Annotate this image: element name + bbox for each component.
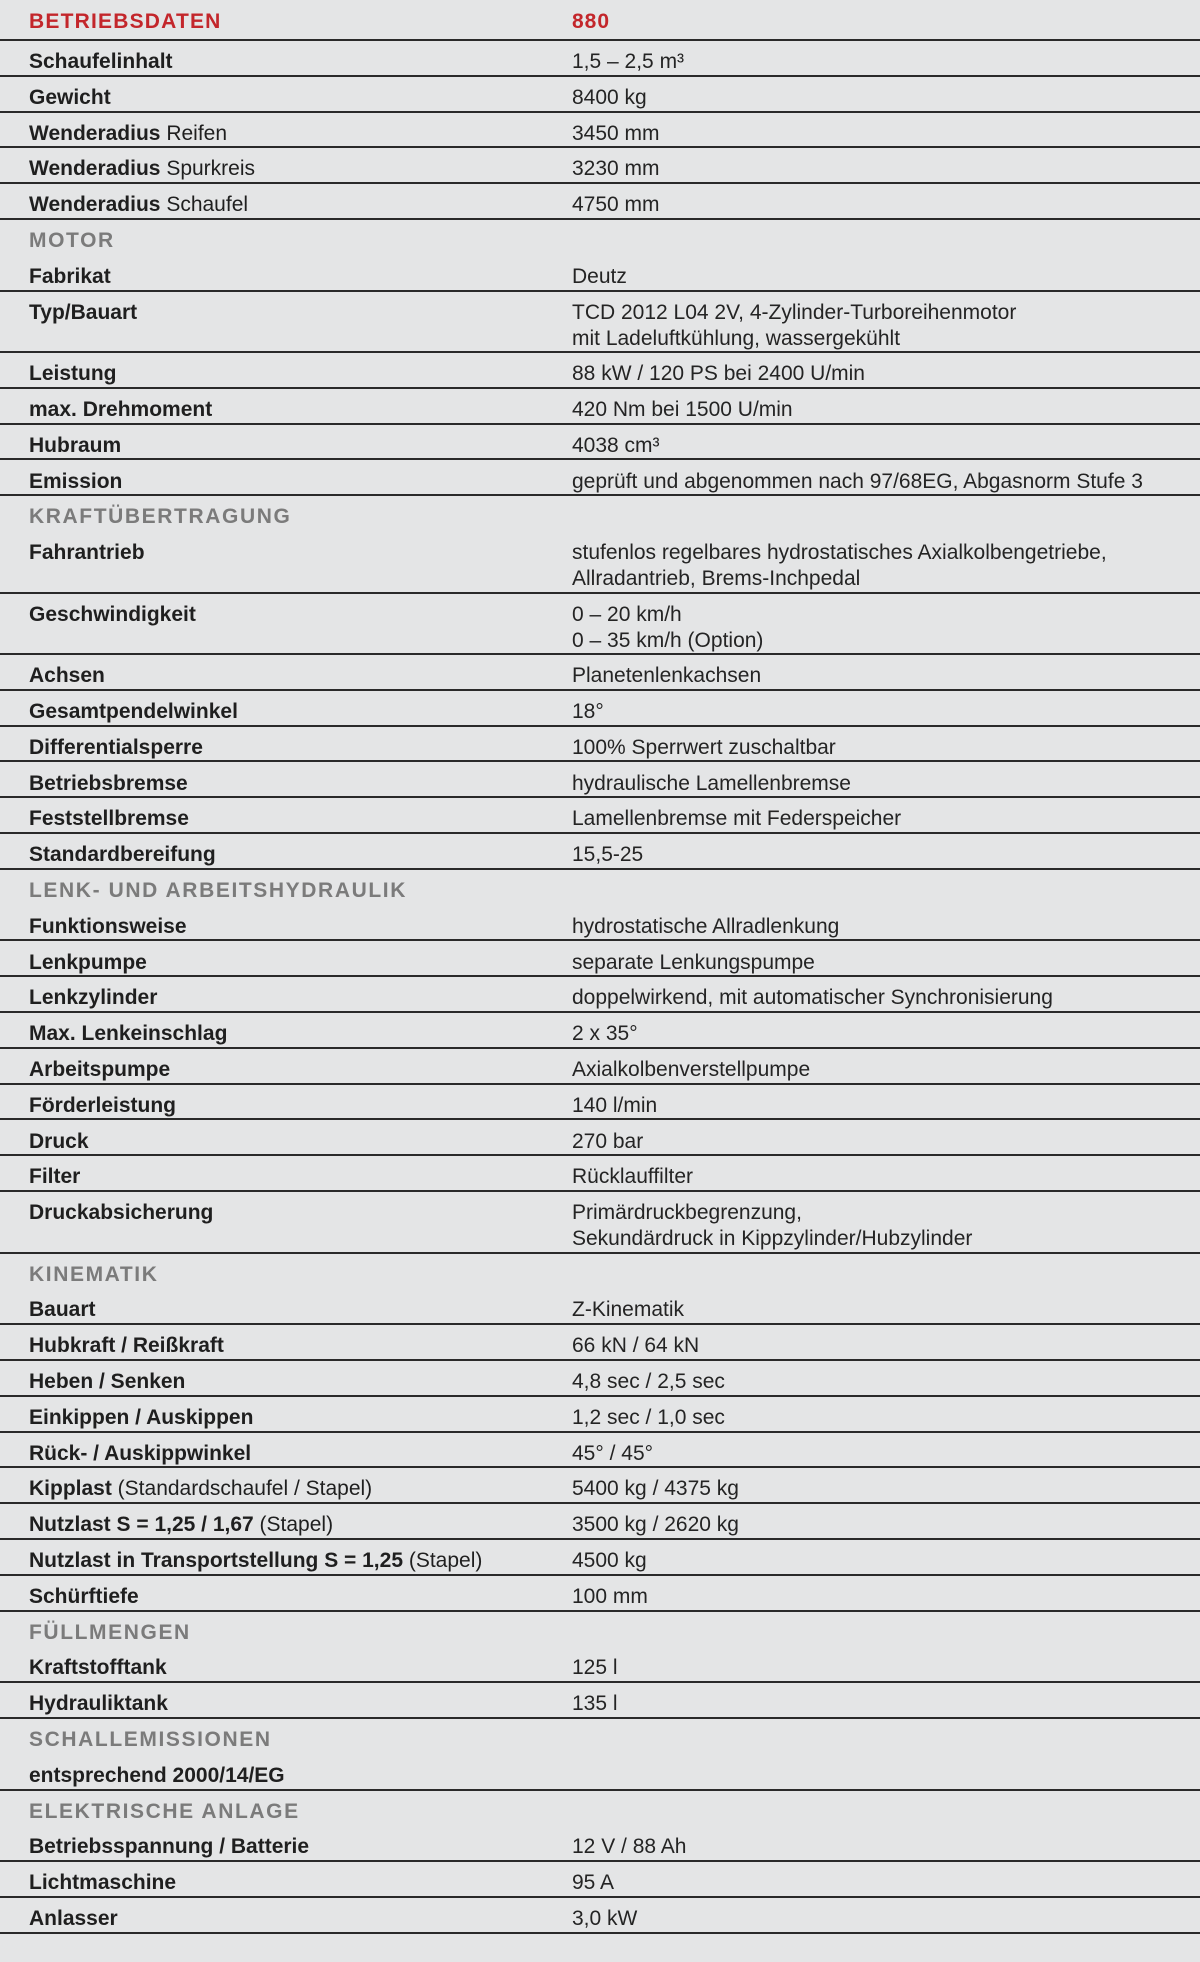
spec-label-text: Schürftiefe	[29, 1584, 139, 1608]
spec-row	[0, 1862, 1200, 1898]
spec-value	[572, 300, 1016, 352]
spec-label	[29, 1548, 482, 1574]
spec-label-text: Funktionsweise	[29, 914, 187, 938]
spec-value	[572, 85, 647, 111]
spec-label	[29, 540, 145, 566]
spec-label	[29, 735, 203, 761]
spec-label-text: Feststellbremse	[29, 807, 189, 831]
spec-row	[0, 727, 1200, 763]
spec-label	[29, 950, 147, 976]
spec-value	[572, 950, 815, 976]
spec-value	[572, 49, 684, 75]
spec-label-text: Wenderadius	[29, 193, 161, 217]
spec-label	[29, 1297, 96, 1323]
spec-row	[0, 834, 1200, 870]
spec-label	[29, 49, 173, 75]
spec-value-line: 2 x 35°	[572, 1022, 638, 1046]
spec-value-line: 270 bar	[572, 1129, 644, 1153]
spec-value-line: 420 Nm bei 1500 U/min	[572, 397, 793, 421]
spec-label	[29, 1584, 139, 1610]
spec-row	[0, 1468, 1200, 1504]
spec-label-text: Nutzlast S = 1,25 / 1,67	[29, 1513, 254, 1537]
spec-label	[29, 1057, 170, 1083]
spec-row	[0, 798, 1200, 834]
spec-label-text: entsprechend 2000/14/EG	[29, 1763, 285, 1787]
spec-value-line: 88 kW / 120 PS bei 2400 U/min	[572, 362, 865, 386]
spec-label	[29, 1763, 285, 1789]
spec-label	[29, 1834, 309, 1860]
spec-row	[0, 1898, 1200, 1934]
spec-label-text: Rück- / Auskippwinkel	[29, 1441, 252, 1465]
spec-label-text: max. Drehmoment	[29, 397, 213, 421]
spec-label-text: KRAFTÜBERTRAGUNG	[29, 505, 292, 529]
spec-label	[29, 602, 196, 628]
spec-value-line: hydraulische Lamellenbremse	[572, 771, 851, 795]
spec-label-text: Fabrikat	[29, 264, 111, 288]
section-title	[29, 1262, 159, 1288]
spec-label	[29, 771, 188, 797]
spec-row	[0, 655, 1200, 691]
spec-label-text: Wenderadius	[29, 121, 161, 145]
spec-row	[0, 461, 1200, 497]
spec-label-text: Heben / Senken	[29, 1370, 186, 1393]
spec-value-line: 66 kN / 64 kN	[572, 1334, 700, 1358]
spec-label-text: ELEKTRISCHE ANLAGE	[29, 1799, 300, 1823]
spec-value-line: Sekundärdruck in Kippzylinder/Hubzylinder	[572, 1227, 973, 1251]
section-header	[0, 220, 1200, 256]
spec-row	[0, 389, 1200, 425]
spec-row	[0, 1576, 1200, 1612]
spec-label-text: Betriebsspannung / Batterie	[29, 1835, 310, 1859]
section-header	[0, 1719, 1200, 1755]
spec-label-text: Einkippen / Auskippen	[29, 1405, 254, 1429]
spec-label	[29, 1093, 176, 1119]
section-title	[29, 878, 407, 904]
spec-label-text: FÜLLMENGEN	[29, 1620, 191, 1644]
spec-label-text: Lenkzylinder	[29, 986, 158, 1010]
spec-value-line: 0 – 20 km/h	[572, 602, 682, 626]
spec-label-text: Anlasser	[29, 1907, 118, 1930]
spec-row	[0, 763, 1200, 799]
spec-value-line: 1,5 – 2,5 m³	[572, 50, 685, 73]
spec-label	[29, 121, 227, 147]
spec-value-line: 5400 kg / 4375 kg	[572, 1477, 739, 1501]
spec-label	[29, 1870, 176, 1896]
spec-label-text: Gewicht	[29, 85, 111, 109]
spec-label-text: Bauart	[29, 1298, 96, 1322]
spec-value-line: geprüft und abgenommen nach 97/68EG, Abgasnorm Stufe 3	[572, 469, 1143, 493]
spec-label	[29, 985, 157, 1011]
spec-row	[0, 1647, 1200, 1683]
section-title	[29, 504, 291, 530]
spec-value-line: 100% Sperrwert zuschaltbar	[572, 735, 836, 759]
spec-value-line: 135 l	[572, 1692, 618, 1716]
spec-label-text: Filter	[29, 1165, 81, 1189]
spec-label-text: Lenkpumpe	[29, 950, 147, 974]
spec-value-line: Allradantrieb, Brems-Inchpedal	[572, 567, 861, 591]
section-header	[0, 496, 1200, 532]
spec-label	[29, 361, 117, 387]
spec-value	[572, 1476, 739, 1502]
spec-value	[572, 1405, 725, 1431]
spec-label-text: Betriebsbremse	[29, 771, 188, 795]
spec-row	[0, 148, 1200, 184]
spec-row	[0, 1826, 1200, 1862]
spec-value	[572, 121, 660, 147]
spec-label	[29, 1476, 372, 1502]
spec-value-line: Z-Kinematik	[572, 1298, 685, 1322]
section-header	[0, 870, 1200, 906]
spec-value-line: 4038 cm³	[572, 433, 660, 457]
header-title: BETRIEBSDATEN	[29, 10, 222, 33]
spec-row	[0, 1049, 1200, 1085]
spec-row	[0, 1121, 1200, 1157]
header-model: 880	[572, 10, 611, 33]
spec-value	[572, 735, 836, 761]
spec-value-line: 3,0 kW	[572, 1907, 638, 1930]
spec-value	[572, 1584, 648, 1610]
spec-value	[572, 540, 1107, 592]
spec-value-line: 95 A	[572, 1871, 615, 1895]
spec-value-line: stufenlos regelbares hydrostatisches Axialkolbengetriebe,	[572, 541, 1107, 565]
spec-label-text: Geschwindigkeit	[29, 602, 196, 626]
spec-row	[0, 1433, 1200, 1469]
section-header	[0, 1254, 1200, 1290]
spec-label	[29, 1441, 251, 1467]
spec-value-line: 3500 kg / 2620 kg	[572, 1513, 739, 1537]
spec-label-text: Hydrauliktank	[29, 1692, 168, 1716]
spec-label	[29, 663, 105, 689]
spec-label-text: Emission	[29, 469, 123, 493]
spec-label	[29, 1405, 253, 1431]
spec-value-line: 4750 mm	[572, 193, 660, 217]
spec-row	[0, 1397, 1200, 1433]
spec-label	[29, 397, 212, 423]
spec-row	[0, 1755, 1200, 1791]
spec-value	[572, 806, 901, 832]
spec-row	[0, 1156, 1200, 1192]
spec-label	[29, 300, 137, 326]
spec-value	[572, 192, 660, 218]
spec-label	[29, 1129, 89, 1155]
spec-value-line: 4500 kg	[572, 1549, 647, 1572]
spec-label-text: Lichtmaschine	[29, 1871, 177, 1895]
spec-row	[0, 1504, 1200, 1540]
spec-row	[0, 1289, 1200, 1325]
spec-label-suffix: (Stapel)	[253, 1513, 334, 1537]
spec-label-text: Fahrantrieb	[29, 541, 145, 565]
spec-label	[29, 1333, 224, 1359]
spec-value-line: doppelwirkend, mit automatischer Synchronisierung	[572, 986, 1053, 1010]
spec-label	[29, 1906, 118, 1932]
spec-value-line: 125 l	[572, 1656, 618, 1680]
spec-label-suffix: (Standardschaufel / Stapel)	[111, 1477, 373, 1501]
spec-label	[29, 156, 255, 182]
spec-label	[29, 264, 111, 290]
spec-value	[572, 1548, 647, 1574]
spec-value	[572, 1164, 693, 1190]
spec-label-text: Max. Lenkeinschlag	[29, 1022, 228, 1046]
spec-value	[572, 914, 839, 940]
spec-value-line: 3450 mm	[572, 121, 660, 145]
spec-row	[0, 1085, 1200, 1121]
spec-label	[29, 1655, 167, 1681]
spec-label	[29, 1691, 168, 1717]
header-row	[0, 0, 1200, 41]
spec-label-text: Nutzlast in Transportstellung S = 1,25	[29, 1549, 404, 1572]
spec-label-suffix: Reifen	[160, 121, 228, 145]
spec-value-line: 100 mm	[572, 1584, 648, 1608]
spec-value-line: 0 – 35 km/h (Option)	[572, 628, 764, 652]
spec-value-line: Planetenlenkachsen	[572, 664, 762, 688]
spec-row	[0, 292, 1200, 354]
spec-row	[0, 691, 1200, 727]
spec-label-text: MOTOR	[29, 229, 115, 252]
spec-value	[572, 842, 643, 868]
spec-label-text: Differentialsperre	[29, 735, 203, 759]
spec-value	[572, 1834, 686, 1860]
spec-label-text: Hubraum	[29, 433, 122, 457]
spec-label-text: Achsen	[29, 664, 105, 688]
spec-value-line: 1,2 sec / 1,0 sec	[572, 1405, 725, 1429]
spec-value	[572, 1093, 657, 1119]
spec-value	[572, 156, 660, 182]
spec-value-line: mit Ladeluftkühlung, wassergekühlt	[572, 326, 901, 350]
spec-label	[29, 1021, 227, 1047]
spec-label-text: Leistung	[29, 362, 117, 386]
spec-value-line: Primärdruckbegrenzung,	[572, 1201, 802, 1225]
spec-label	[29, 1164, 80, 1190]
spec-value	[572, 663, 761, 689]
spec-row	[0, 256, 1200, 292]
spec-label	[29, 85, 111, 111]
spec-label	[29, 1512, 333, 1538]
spec-label	[29, 1200, 213, 1226]
spec-row	[0, 1325, 1200, 1361]
spec-value	[572, 1512, 739, 1538]
spec-value	[572, 264, 627, 290]
spec-value-line: 45° / 45°	[572, 1441, 654, 1465]
spec-value	[572, 1021, 638, 1047]
spec-value-line: 4,8 sec / 2,5 sec	[572, 1370, 725, 1393]
spec-row	[0, 353, 1200, 389]
section-header	[0, 1791, 1200, 1827]
spec-value-line: 140 l/min	[572, 1093, 658, 1117]
spec-label-text: Kraftstofftank	[29, 1656, 167, 1680]
spec-value-line: hydrostatische Allradlenkung	[572, 914, 840, 938]
spec-value	[572, 1333, 699, 1359]
section-title	[29, 1727, 272, 1753]
spec-value	[572, 1297, 684, 1323]
spec-value	[572, 361, 865, 387]
spec-value	[572, 469, 1143, 495]
section-title	[29, 228, 115, 254]
spec-row	[0, 1192, 1200, 1254]
spec-label-text: Wenderadius	[29, 157, 161, 181]
spec-row	[0, 532, 1200, 594]
spec-value	[572, 433, 660, 459]
spec-value	[572, 1369, 725, 1395]
spec-label-text: LENK- UND ARBEITSHYDRAULIK	[29, 878, 407, 902]
spec-label-text: Gesamtpendelwinkel	[29, 699, 238, 723]
spec-label	[29, 1369, 185, 1395]
spec-value-line: 15,5-25	[572, 843, 644, 867]
spec-label	[29, 433, 121, 459]
spec-value-line: Deutz	[572, 264, 627, 288]
spec-value	[572, 1906, 637, 1932]
spec-value-line: Lamellenbremse mit Federspeicher	[572, 807, 902, 831]
spec-label	[29, 914, 187, 940]
spec-label	[29, 469, 122, 495]
spec-value	[572, 985, 1053, 1011]
spec-value	[572, 1057, 810, 1083]
spec-value-line: 12 V / 88 Ah	[572, 1835, 687, 1859]
spec-label	[29, 842, 216, 868]
spec-label-text: KINEMATIK	[29, 1262, 159, 1286]
spec-label-text: Förderleistung	[29, 1093, 177, 1117]
spec-row	[0, 113, 1200, 149]
spec-value	[572, 397, 793, 423]
section-title	[29, 1620, 191, 1646]
spec-value	[572, 602, 763, 654]
spec-value	[572, 1129, 643, 1155]
spec-label	[29, 699, 238, 725]
spec-label-text: Druckabsicherung	[29, 1201, 214, 1225]
spec-value	[572, 699, 604, 725]
spec-label-text: Schaufelinhalt	[29, 50, 173, 73]
spec-label-text: Druck	[29, 1129, 89, 1153]
spec-row	[0, 184, 1200, 220]
spec-label-text: Kipplast	[29, 1477, 112, 1501]
spec-row	[0, 906, 1200, 942]
spec-value	[572, 1691, 618, 1717]
spec-row	[0, 1540, 1200, 1576]
spec-label-suffix: Schaufel	[160, 193, 249, 217]
spec-label-text: Typ/Bauart	[29, 300, 138, 324]
spec-value	[572, 1200, 972, 1252]
spec-row	[0, 41, 1200, 77]
spec-value-line: Rücklauffilter	[572, 1165, 693, 1189]
spec-row	[0, 77, 1200, 113]
section-header	[0, 1612, 1200, 1648]
spec-row	[0, 942, 1200, 978]
spec-value-line: separate Lenkungspumpe	[572, 950, 815, 974]
spec-value-line: 3230 mm	[572, 157, 660, 181]
spec-row	[0, 977, 1200, 1013]
spec-row	[0, 594, 1200, 656]
spec-label-suffix: Spurkreis	[160, 157, 256, 181]
spec-value-line: TCD 2012 L04 2V, 4-Zylinder-Turboreihenmotor	[572, 300, 1017, 324]
spec-label-text: Hubkraft / Reißkraft	[29, 1334, 224, 1358]
spec-value-line: 8400 kg	[572, 85, 647, 109]
spec-value-line: Axialkolbenverstellpumpe	[572, 1057, 811, 1081]
spec-label	[29, 806, 189, 832]
spec-label	[29, 192, 248, 218]
spec-value	[572, 771, 851, 797]
spec-label-text: Arbeitspumpe	[29, 1057, 171, 1081]
spec-value	[572, 1655, 618, 1681]
spec-label-text: Standardbereifung	[29, 843, 216, 867]
spec-row	[0, 425, 1200, 461]
spec-label-suffix: (Stapel)	[403, 1549, 483, 1572]
spec-value-line: 18°	[572, 699, 604, 723]
spec-value	[572, 1870, 614, 1896]
spec-row	[0, 1013, 1200, 1049]
section-title	[29, 1799, 300, 1825]
spec-row	[0, 1683, 1200, 1719]
spec-label-text: SCHALLEMISSIONEN	[29, 1728, 272, 1751]
spec-value	[572, 1441, 653, 1467]
spec-row	[0, 1361, 1200, 1397]
